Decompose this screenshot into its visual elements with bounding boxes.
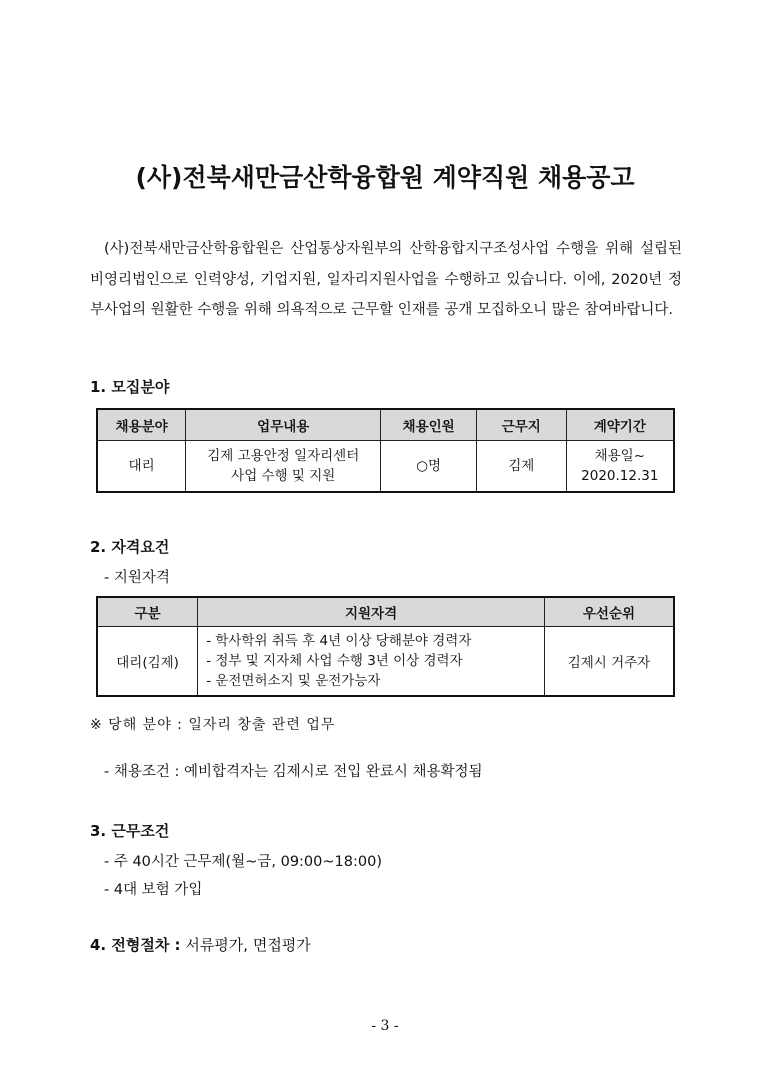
work-condition-item: - 4대 보험 가입 [104, 882, 203, 898]
recruit-table-wrapper [96, 408, 675, 493]
section2-sub-qualification: - 지원자격 [104, 570, 170, 586]
list-item: - 정부 및 지자체 사업 수행 3년 이상 경력자 [206, 653, 463, 669]
section2-heading: 2. 자격요건 [90, 538, 170, 556]
list-item: - 학사학위 취득 후 4년 이상 당해분야 경력자 [206, 633, 472, 649]
page-title: (사)전북새만금산학융합원 계약직원 채용공고 [135, 163, 635, 192]
recruit-count-cell: ○명 [381, 441, 477, 493]
qual-category-cell: 대리(김제) [97, 627, 198, 697]
section1-heading: 1. 모집분야 [90, 378, 170, 396]
recruit-header-field: 채용분야 [97, 409, 186, 441]
qualification-table-header-row [97, 597, 674, 627]
section3-heading: 3. 근무조건 [90, 822, 170, 840]
intro-paragraph [90, 234, 682, 326]
recruit-period-line2: 2020.12.31 [581, 468, 659, 484]
section4-text: 서류평가, 면접평가 [185, 936, 311, 954]
qual-header-qualification: 지원자격 [198, 597, 545, 627]
qual-priority-cell: 김제시 거주자 [544, 627, 674, 697]
recruit-period-line1: 채용일~ [594, 448, 646, 464]
recruit-field-cell: 대리 [97, 441, 186, 493]
recruit-header-count: 채용인원 [381, 409, 477, 441]
recruit-table [96, 408, 675, 493]
recruit-header-location: 근무지 [476, 409, 566, 441]
recruit-header-duty: 업무내용 [186, 409, 381, 441]
qualification-table-wrapper [96, 596, 675, 697]
recruit-duty-cell [186, 441, 381, 493]
qual-list-cell [198, 627, 545, 697]
work-condition-item: - 주 40시간 근무제(월~금, 09:00~18:00) [104, 854, 382, 870]
section4-line [90, 934, 311, 955]
section4-heading: 4. 전형절차 : [90, 936, 181, 954]
intro-text: (사)전북새만금산학융합원은 산업통상자원부의 산학융합지구조성사업 수행을 위해 설립된 비영리법인으로 인력양성, 기업지원, 일자리지원사업을 수행하고 있습니다. 이에, 2020년 정부사업의 원활한 수행을 위해 의욕적으로 근무할 인재를 공개 모집하오니 많은 참여바랍니다. [90, 241, 682, 318]
table-row [97, 627, 674, 697]
qual-header-priority: 우선순위 [544, 597, 674, 627]
recruit-location-cell: 김제 [476, 441, 566, 493]
recruit-duty-line1: 김제 고용안정 일자리센터 [207, 448, 360, 464]
recruit-duty-line2: 사업 수행 및 지원 [231, 468, 336, 484]
field-note: ※ 당해 분야 : 일자리 창출 관련 업무 [90, 717, 336, 733]
recruit-header-period: 계약기간 [566, 409, 674, 441]
qualification-table [96, 596, 675, 697]
table-row [97, 441, 674, 493]
qual-list [198, 631, 544, 691]
section2-sub-condition: - 채용조건 : 예비합격자는 김제시로 전입 완료시 채용확정됨 [104, 764, 483, 780]
recruit-period-cell [566, 441, 674, 493]
list-item: - 운전면허소지 및 운전가능자 [206, 673, 381, 689]
qual-header-category: 구분 [97, 597, 198, 627]
recruit-table-header-row [97, 409, 674, 441]
page-number: - 3 - [371, 1018, 399, 1034]
